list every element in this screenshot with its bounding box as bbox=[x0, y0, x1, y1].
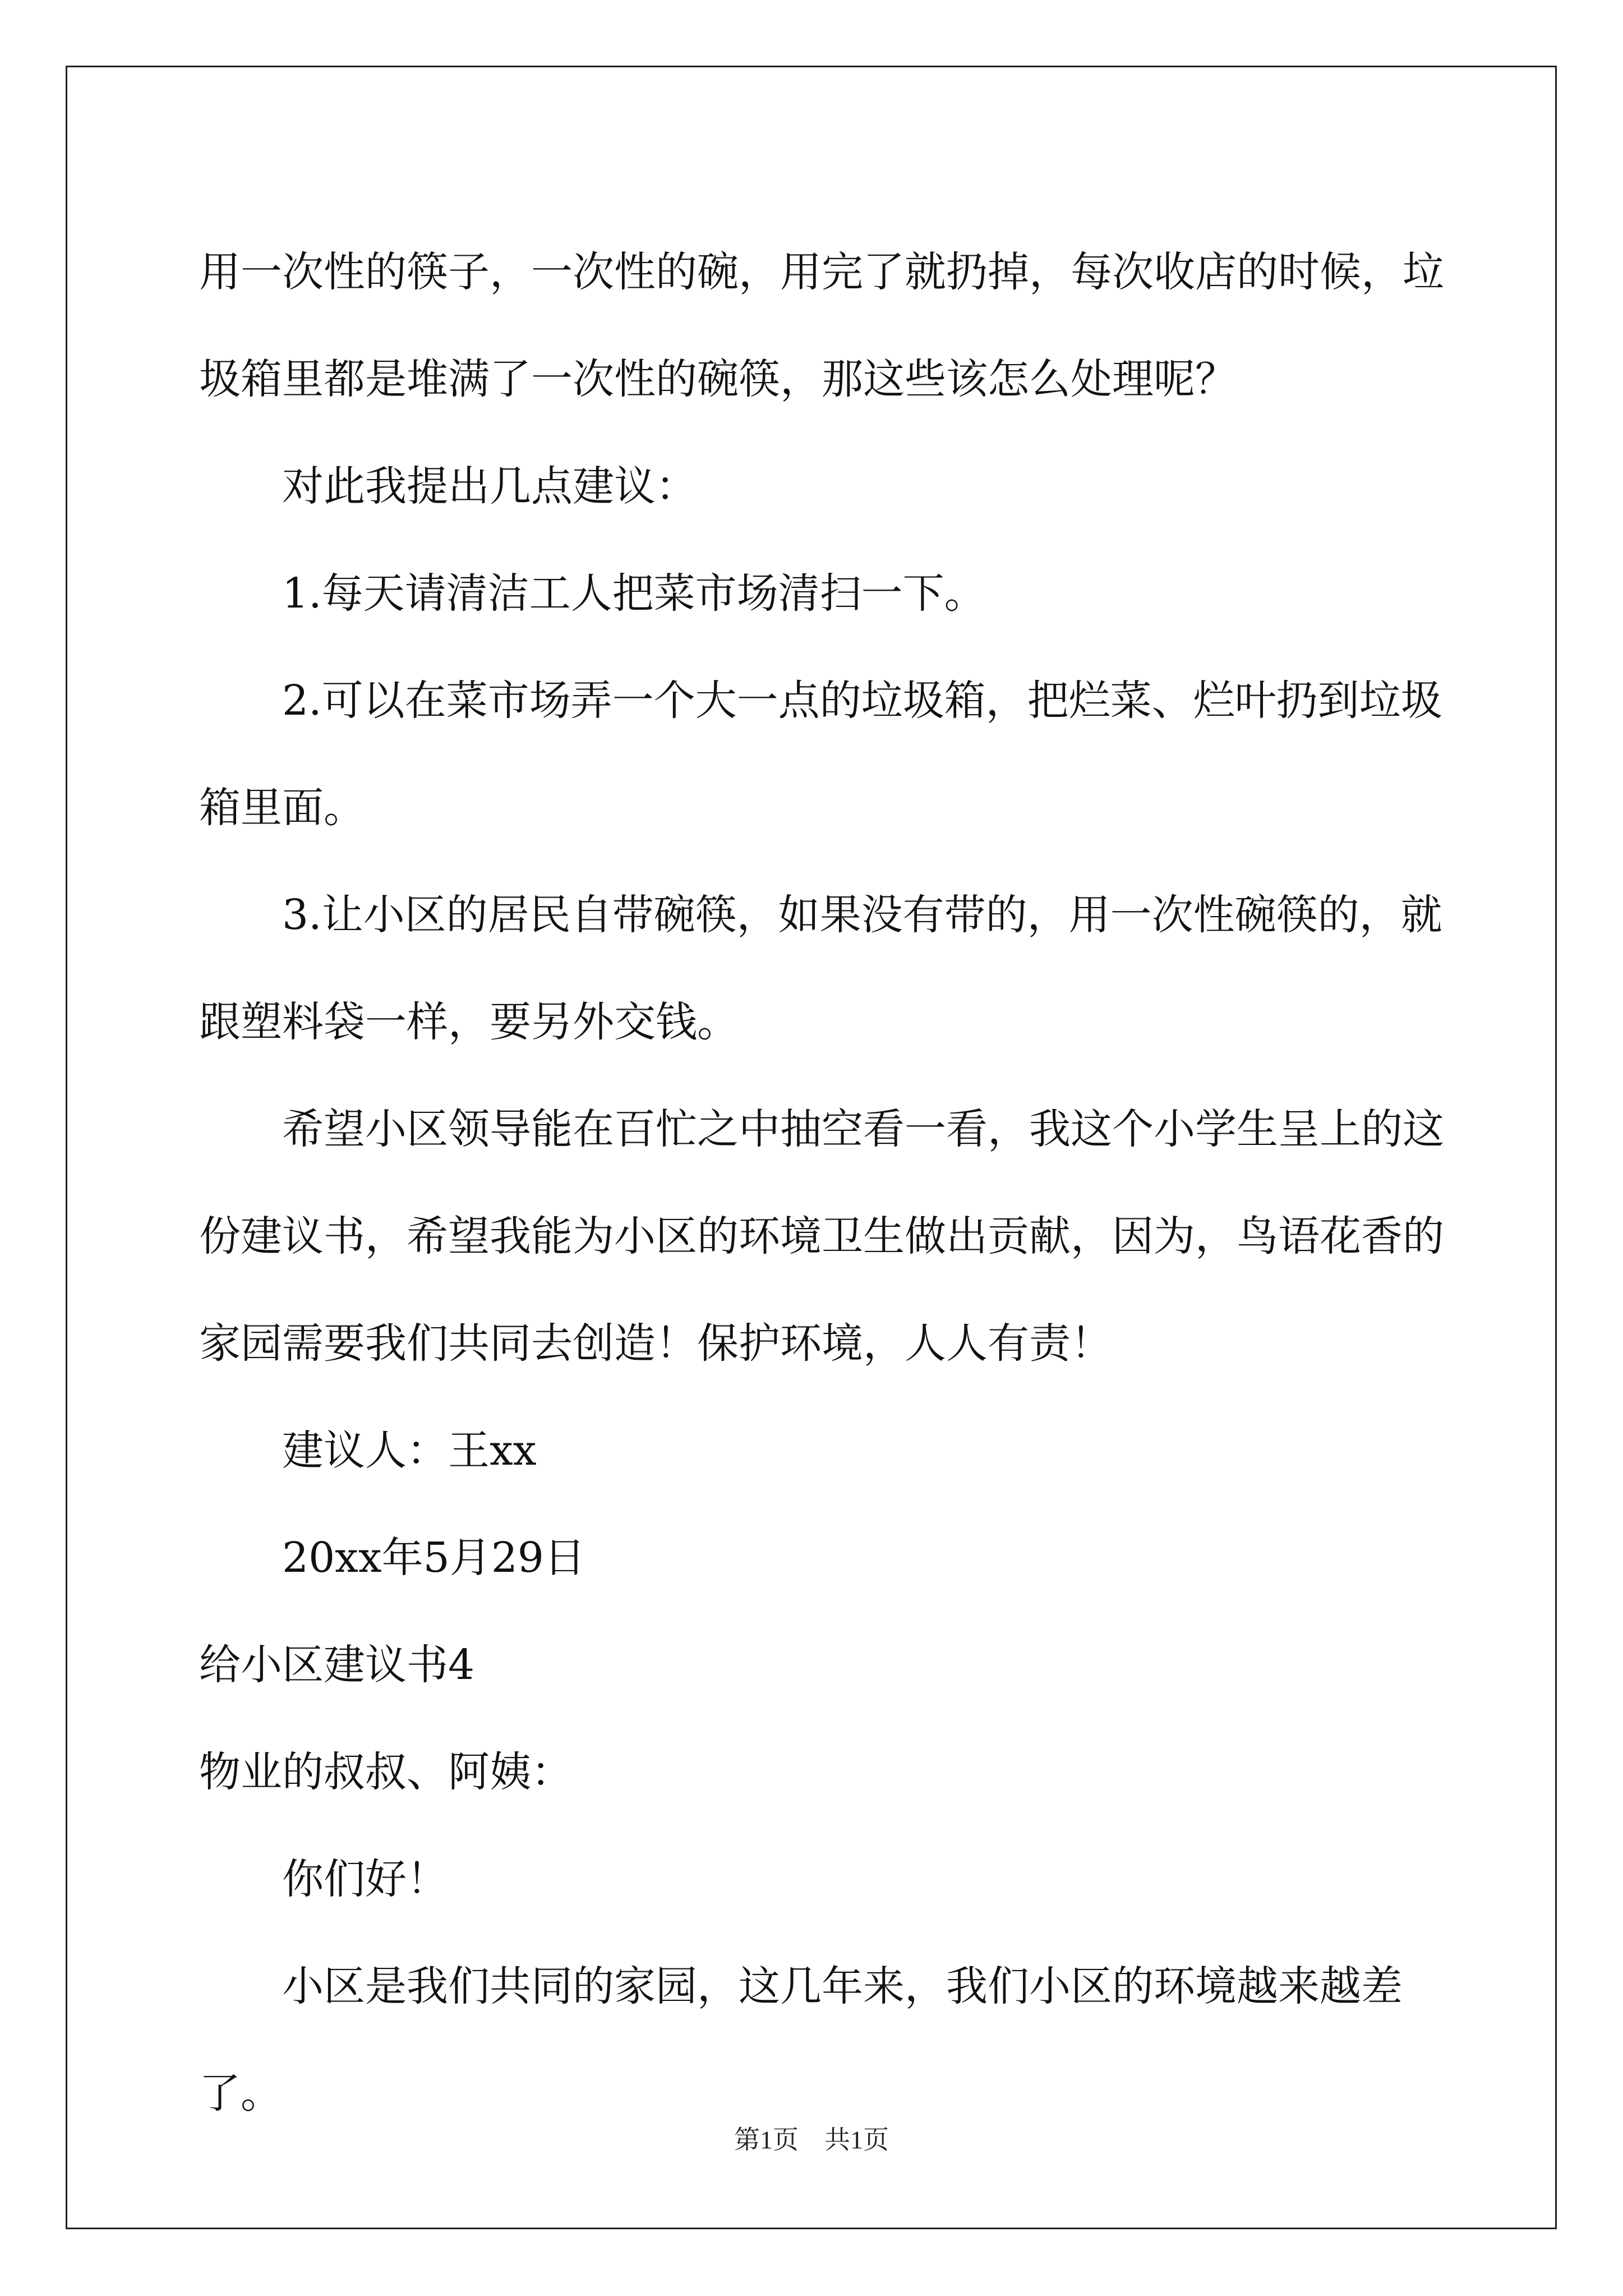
list-item: 2.可以在菜市场弄一个大一点的垃圾箱，把烂菜、烂叶扔到垃圾箱里面。 bbox=[199, 677, 1442, 832]
list-item: 1.每天请清洁工人把菜市场清扫一下。 bbox=[282, 569, 986, 618]
salutation: 物业的叔叔、阿姨： bbox=[199, 1748, 573, 1796]
paragraph: 希望小区领导能在百忙之中抽空看一看，我这个小学生呈上的这份建议书，希望我能为小区的环境卫生做出贡献，因为，鸟语花香的家园需要我们共同去创造！保护环境，人人有责！ bbox=[199, 1105, 1444, 1368]
list-item: 3.让小区的居民自带碗筷，如果没有带的，用一次性碗筷的，就跟塑料袋一样，要另外交钱。 bbox=[199, 891, 1442, 1046]
greeting: 你们好！ bbox=[282, 1855, 448, 1903]
date-line: 20xx年5月29日 bbox=[282, 1534, 585, 1582]
paragraph: 小区是我们共同的家园，这几年来，我们小区的环境越来越差了。 bbox=[199, 1962, 1403, 2118]
page-number: 第1页 共1页 bbox=[734, 2125, 889, 2154]
paragraph: 对此我提出几点建议： bbox=[282, 462, 697, 510]
section-title: 给小区建议书4 bbox=[199, 1641, 475, 1689]
signature-line: 建议人：王xx bbox=[282, 1427, 537, 1475]
document-body bbox=[199, 219, 1444, 2147]
paragraph: 用一次性的筷子，一次性的碗，用完了就扔掉，每次收店的时候，垃圾箱里都是堆满了一次性的碗筷，那这些该怎么处理呢？ bbox=[199, 248, 1444, 403]
